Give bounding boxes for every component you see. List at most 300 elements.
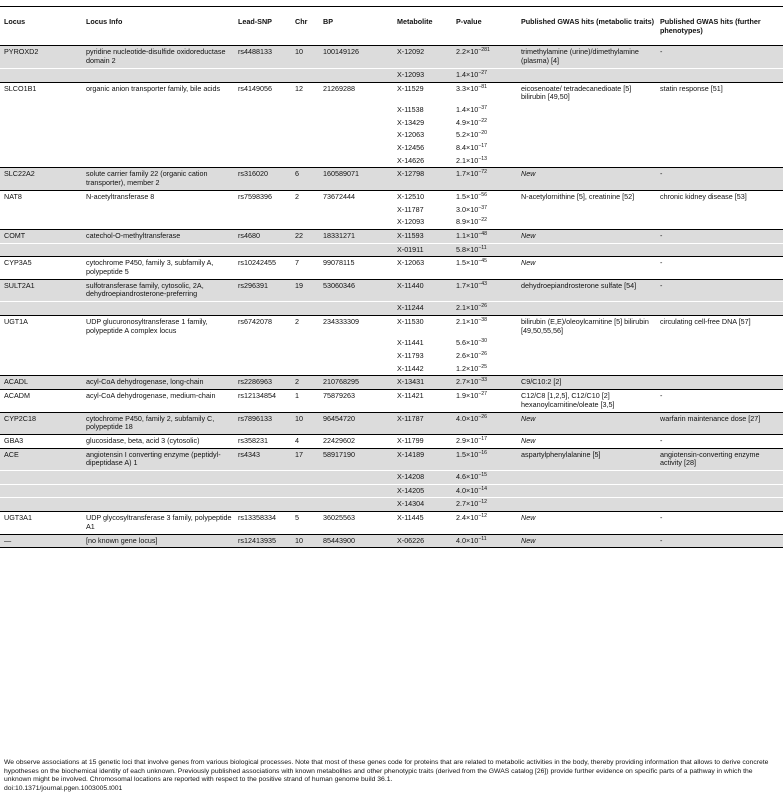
p-times: ×10 (466, 350, 479, 360)
lead-snp-cell: rs6742078 (238, 316, 272, 326)
p-exponent: −72 (478, 169, 488, 176)
bp-cell: 85443900 (319, 534, 393, 548)
metabolite-cell: X-11799 (393, 434, 452, 448)
empty-cell (291, 337, 319, 350)
bp-cell: 100149126 (319, 46, 393, 68)
p-value-cell (452, 315, 517, 337)
empty-cell (517, 363, 656, 376)
table-row (0, 315, 783, 337)
p-value-cell (452, 142, 517, 155)
empty-cell (517, 350, 656, 363)
empty-cell (234, 129, 291, 142)
p-exponent: −43 (478, 280, 488, 287)
gwas-further-cell (656, 376, 783, 390)
gwas-further-cell: - (656, 46, 783, 68)
p-exponent: −26 (478, 413, 488, 420)
empty-cell (0, 68, 82, 82)
locus-cell: ACADL (0, 376, 82, 390)
p-exponent: −30 (478, 338, 488, 345)
p-exponent: −48 (478, 230, 488, 237)
empty-cell (656, 216, 783, 229)
table-footnote (4, 759, 779, 793)
p-mantissa: 2.1 (456, 303, 466, 313)
empty-cell (234, 216, 291, 229)
p-mantissa: 4.0 (456, 413, 466, 423)
p-times: ×10 (466, 435, 479, 445)
empty-cell (517, 302, 656, 316)
locus-info-cell: UDP glucuronosyltransferase 1 family, polypeptide A complex locus (86, 316, 208, 335)
p-mantissa: 4.6 (456, 472, 466, 482)
locus-info-cell: solute carrier family 22 (organic cation transporter), member 2 (82, 168, 234, 190)
bp-cell: 75879263 (319, 390, 393, 412)
locus-cell: ACADM (0, 390, 82, 412)
table-row (0, 484, 783, 498)
empty-cell (0, 337, 82, 350)
empty-cell (0, 142, 82, 155)
p-mantissa: 5.8 (456, 244, 466, 254)
empty-cell (656, 498, 783, 512)
empty-cell (656, 302, 783, 316)
footnote-doi: doi:10.1371/journal.pgen.1003005.t001 (4, 784, 123, 792)
p-value-cell (452, 471, 517, 485)
empty-cell (291, 155, 319, 168)
lead-snp-cell: rs2286963 (234, 376, 291, 390)
chr-cell: 17 (291, 448, 319, 470)
chr-cell: 6 (291, 168, 319, 190)
metabolite-cell: X-14189 (393, 448, 452, 470)
p-times: ×10 (466, 316, 479, 326)
empty-cell (82, 68, 234, 82)
gwas-metabolic-cell: C9/C10:2 [2] (517, 376, 656, 390)
p-times: ×10 (466, 449, 479, 459)
lead-snp-cell: rs13358334 (234, 512, 291, 534)
p-exponent: −37 (478, 204, 488, 211)
locus-info-cell: cytochrome P450, family 3, subfamily A, polypeptide 5 (82, 257, 234, 279)
table-row (0, 204, 783, 217)
empty-cell (291, 498, 319, 512)
empty-cell (234, 243, 291, 257)
empty-cell (82, 243, 234, 257)
empty-cell (0, 216, 82, 229)
p-value-cell (452, 168, 517, 190)
p-exponent: −11 (478, 244, 487, 251)
locus-cell: SLCO1B1 (4, 83, 37, 93)
empty-cell (656, 471, 783, 485)
chr-cell: 10 (291, 412, 319, 434)
bp-cell: 96454720 (319, 412, 393, 434)
empty-cell (656, 350, 783, 363)
p-exponent: −26 (478, 303, 488, 310)
gwas-further-cell: - (656, 434, 783, 448)
empty-cell (291, 216, 319, 229)
p-times: ×10 (466, 535, 479, 545)
metabolite-cell: X-11442 (393, 363, 452, 376)
empty-cell (234, 484, 291, 498)
empty-cell (291, 204, 319, 217)
gwas-metabolic-cell: New (517, 229, 656, 243)
p-mantissa: 1.5 (456, 191, 466, 201)
locus-cell: COMT (0, 229, 82, 243)
gwas-metabolic-cell: aspartylphenylalanine [5] (517, 448, 656, 470)
empty-cell (517, 498, 656, 512)
empty-cell (234, 363, 291, 376)
gwas-metabolic-cell: New (517, 434, 656, 448)
empty-cell (82, 117, 234, 130)
p-value-cell (452, 350, 517, 363)
metabolite-cell: X-12093 (393, 68, 452, 82)
empty-cell (319, 302, 393, 316)
p-exponent: −14 (478, 485, 488, 492)
header-gwas-further: Published GWAS hits (further phenotypes) (656, 10, 783, 46)
p-value-cell (452, 190, 517, 203)
gwas-metabolic-cell: New (517, 534, 656, 548)
gwas-metabolic-cell: N-acetylornithine [5], creatinine [52] (521, 191, 635, 201)
empty-cell (234, 302, 291, 316)
chr-cell: 22 (291, 229, 319, 243)
empty-cell (0, 243, 82, 257)
p-exponent: −33 (478, 377, 488, 384)
chr-cell: 7 (291, 257, 319, 279)
p-times: ×10 (466, 47, 479, 57)
p-times: ×10 (466, 117, 479, 127)
metabolite-cell: X-11787 (397, 204, 424, 214)
table-row (0, 350, 783, 363)
p-mantissa: 5.6 (456, 338, 466, 348)
p-exponent: −15 (478, 472, 488, 479)
p-times: ×10 (466, 204, 479, 214)
empty-cell (319, 155, 393, 168)
gwas-further-cell: - (656, 257, 783, 279)
p-value-cell (452, 155, 517, 168)
metabolite-cell: X-11538 (397, 104, 424, 114)
gwas-metabolic-cell: New (517, 168, 656, 190)
gwas-metabolic-cell: New (517, 512, 656, 534)
p-exponent: −12 (478, 513, 488, 520)
gwas-further-cell: warfarin maintenance dose [27] (656, 412, 783, 434)
empty-cell (656, 129, 783, 142)
empty-cell (656, 104, 783, 117)
p-exponent: −17 (478, 143, 488, 150)
table-row (0, 302, 783, 316)
p-value-cell (452, 512, 517, 534)
empty-cell (517, 155, 656, 168)
metabolite-cell: X-06226 (393, 534, 452, 548)
metabolite-cell: X-12063 (393, 257, 452, 279)
chr-cell: 12 (295, 83, 303, 93)
bp-cell: 160589071 (319, 168, 393, 190)
locus-info-cell: angiotensin I converting enzyme (peptidyl-dipeptidase A) 1 (82, 448, 234, 470)
p-exponent: −27 (478, 69, 488, 76)
bp-cell: 234333309 (323, 316, 359, 326)
metabolite-cell: X-12798 (393, 168, 452, 190)
p-times: ×10 (466, 130, 479, 140)
bp-cell: 210768295 (319, 376, 393, 390)
lead-snp-cell: rs316020 (234, 168, 291, 190)
metabolite-cell: X-14626 (393, 155, 452, 168)
metabolite-cell: X-11421 (393, 390, 452, 412)
table-row (0, 117, 783, 130)
empty-cell (234, 204, 291, 217)
lead-snp-cell: rs4488133 (234, 46, 291, 68)
empty-cell (656, 484, 783, 498)
p-exponent: −45 (478, 258, 488, 265)
p-mantissa: 1.2 (456, 363, 466, 373)
table-row (0, 376, 783, 390)
bp-cell: 73672444 (323, 191, 355, 201)
gwas-metabolic-cell: New (517, 412, 656, 434)
p-times: ×10 (466, 338, 479, 348)
empty-cell (291, 302, 319, 316)
p-exponent: −81 (478, 83, 488, 90)
bp-cell: 22429602 (319, 434, 393, 448)
chr-cell: 5 (291, 512, 319, 534)
metabolite-cell: X-13429 (397, 117, 425, 127)
empty-cell (82, 216, 234, 229)
p-value-cell (452, 498, 517, 512)
p-value-cell (452, 82, 517, 104)
empty-cell (0, 117, 82, 130)
top-rule (0, 6, 783, 7)
empty-cell (656, 68, 783, 82)
p-value-cell (452, 434, 517, 448)
p-times: ×10 (466, 391, 479, 401)
empty-cell (0, 129, 82, 142)
empty-cell (319, 68, 393, 82)
empty-cell (517, 243, 656, 257)
gwas-metabolic-cell: bilirubin (E,E)/oleoylcarnitine [5] bilirubin [49,50,55,56] (521, 316, 649, 335)
p-times: ×10 (466, 155, 479, 165)
metabolite-cell: X-13431 (393, 376, 452, 390)
header-bp: BP (319, 10, 393, 46)
header-metabolite: Metabolite (393, 10, 452, 46)
p-exponent: −12 (478, 499, 488, 506)
locus-info-cell: catechol-O-methyltransferase (82, 229, 234, 243)
header-p-value: P-value (452, 10, 517, 46)
bp-cell: 18331271 (319, 229, 393, 243)
metabolite-cell: X-14205 (393, 484, 452, 498)
empty-cell (656, 204, 783, 217)
table-row (0, 512, 783, 534)
p-exponent: −17 (478, 435, 488, 442)
empty-cell (234, 337, 291, 350)
table-row (0, 534, 783, 548)
gwas-further-cell: - (656, 229, 783, 243)
p-mantissa: 2.2 (456, 47, 466, 57)
empty-cell (0, 302, 82, 316)
p-mantissa: 2.6 (456, 350, 466, 360)
p-mantissa: 3.0 (456, 204, 466, 214)
empty-cell (517, 471, 656, 485)
table-row (0, 498, 783, 512)
metabolite-cell: X-01911 (393, 243, 452, 257)
locus-info-cell: organic anion transporter family, bile acids (86, 83, 221, 93)
p-value-cell (452, 68, 517, 82)
bp-cell: 36025563 (319, 512, 393, 534)
p-mantissa: 1.5 (456, 258, 466, 268)
empty-cell (291, 471, 319, 485)
p-mantissa: 1.7 (456, 280, 466, 290)
lead-snp-cell: rs4343 (234, 448, 291, 470)
gwas-further-cell: angiotensin-converting enzyme activity [28] (656, 448, 783, 470)
p-times: ×10 (466, 143, 479, 153)
gwas-further-cell: - (656, 168, 783, 190)
p-exponent: −16 (478, 449, 488, 456)
empty-cell (82, 204, 234, 217)
p-mantissa: 2.1 (456, 155, 466, 165)
metabolite-cell: X-12063 (397, 130, 425, 140)
p-mantissa: 1.7 (456, 169, 466, 179)
p-times: ×10 (466, 413, 479, 423)
gwas-further-cell: - (656, 279, 783, 301)
empty-cell (82, 498, 234, 512)
locus-cell: NAT8 (4, 191, 22, 201)
chr-cell: 2 (295, 191, 299, 201)
table-row (0, 190, 783, 203)
p-mantissa: 1.4 (456, 69, 466, 79)
empty-cell (291, 117, 319, 130)
lead-snp-cell: rs12413935 (234, 534, 291, 548)
lead-snp-cell: rs4680 (234, 229, 291, 243)
empty-cell (234, 68, 291, 82)
locus-info-cell: acyl-CoA dehydrogenase, long-chain (82, 376, 234, 390)
header-gwas-metabolic: Published GWAS hits (metabolic traits) (517, 10, 656, 46)
empty-cell (517, 68, 656, 82)
empty-cell (234, 471, 291, 485)
empty-cell (319, 129, 393, 142)
table-row (0, 216, 783, 229)
bp-cell: 99078115 (319, 257, 393, 279)
gwas-metabolic-cell: eicosenoate/ tetradecanedioate [5] bilirubin [49,50] (521, 83, 632, 102)
empty-cell (0, 471, 82, 485)
empty-cell (82, 104, 234, 117)
metabolite-cell: X-11441 (397, 338, 424, 348)
p-mantissa: 2.9 (456, 435, 466, 445)
p-mantissa: 2.7 (456, 377, 466, 387)
table-row (0, 337, 783, 350)
table-row (0, 363, 783, 376)
empty-cell (517, 117, 656, 130)
empty-cell (234, 498, 291, 512)
gwas-metabolic-cell: C12/C8 [1,2,5], C12/C10 [2] hexanoylcarnitine/oleate [3,5] (517, 390, 656, 412)
header-locus-info: Locus Info (82, 10, 234, 46)
p-exponent: −20 (478, 130, 488, 137)
p-mantissa: 8.9 (456, 217, 466, 227)
locus-info-cell: glucosidase, beta, acid 3 (cytosolic) (82, 434, 234, 448)
p-times: ×10 (466, 104, 479, 114)
header-chr: Chr (291, 10, 319, 46)
empty-cell (82, 142, 234, 155)
table-row (0, 412, 783, 434)
empty-cell (291, 68, 319, 82)
lead-snp-cell: rs7598396 (238, 191, 272, 201)
p-value-cell (452, 412, 517, 434)
empty-cell (319, 471, 393, 485)
gwas-further-cell: chronic kidney disease [53] (660, 191, 747, 201)
metabolite-cell: X-12456 (397, 143, 425, 153)
empty-cell (0, 484, 82, 498)
p-times: ×10 (466, 169, 479, 179)
p-times: ×10 (466, 217, 479, 227)
p-mantissa: 1.9 (456, 391, 466, 401)
p-value-cell (452, 243, 517, 257)
p-mantissa: 4.0 (456, 535, 466, 545)
table-row (0, 390, 783, 412)
table-row (0, 155, 783, 168)
chr-cell: 2 (291, 376, 319, 390)
p-value-cell (452, 376, 517, 390)
p-exponent: −27 (478, 391, 488, 398)
p-times: ×10 (466, 363, 479, 373)
p-value-cell (452, 363, 517, 376)
locus-cell: CYP3A5 (0, 257, 82, 279)
gwas-further-cell: statin response [51] (660, 83, 723, 93)
empty-cell (319, 337, 393, 350)
empty-cell (517, 142, 656, 155)
p-times: ×10 (466, 83, 479, 93)
empty-cell (656, 155, 783, 168)
empty-cell (234, 142, 291, 155)
p-exponent: −56 (478, 191, 488, 198)
gwas-metabolic-cell: dehydroepiandrosterone sulfate [54] (517, 279, 656, 301)
p-times: ×10 (466, 472, 479, 482)
locus-info-cell: UDP glycosyltransferase 3 family, polypeptide A1 (82, 512, 234, 534)
p-value-cell (452, 117, 517, 130)
empty-cell (0, 104, 82, 117)
empty-cell (517, 216, 656, 229)
empty-cell (656, 117, 783, 130)
p-exponent: −26 (478, 350, 488, 357)
locus-info-cell: N-acetyltransferase 8 (86, 191, 155, 201)
locus-cell: UGT3A1 (0, 512, 82, 534)
table-row (0, 471, 783, 485)
empty-cell (82, 484, 234, 498)
p-exponent: −13 (478, 155, 488, 162)
chr-cell: 4 (291, 434, 319, 448)
metabolite-cell: X-11787 (393, 412, 452, 434)
p-value-cell (452, 257, 517, 279)
chr-cell: 2 (295, 316, 299, 326)
p-value-cell (452, 448, 517, 470)
empty-cell (291, 243, 319, 257)
p-times: ×10 (466, 377, 479, 387)
empty-cell (234, 350, 291, 363)
p-times: ×10 (466, 485, 479, 495)
metabolite-cell: X-11793 (397, 350, 424, 360)
header-lead-snp: Lead-SNP (234, 10, 291, 46)
p-times: ×10 (466, 280, 479, 290)
p-times: ×10 (466, 499, 479, 509)
empty-cell (82, 363, 234, 376)
empty-cell (82, 155, 234, 168)
chr-cell: 1 (291, 390, 319, 412)
p-times: ×10 (466, 69, 479, 79)
metabolite-cell: X-12510 (397, 191, 425, 201)
p-mantissa: 1.4 (456, 104, 466, 114)
empty-cell (517, 337, 656, 350)
empty-cell (656, 363, 783, 376)
p-mantissa: 8.4 (456, 143, 466, 153)
empty-cell (319, 350, 393, 363)
locus-cell: UGT1A (4, 316, 28, 326)
footnote-text: We observe associations at 15 genetic loci that involve genes from various biological processes. Note that most of these genes code for proteins that are related to metabolic activities in the body, thereby providing information that allows to derive concrete hypotheses on the biochemical identity of each unknown. Previously published associations with known metabolites and other phenotypic traits (derived from the GWAS catalog [26]) provide further evidence on specific parts of a pathway in which the unknown might be involved. Chromosomal locations are reported with respect to the positive strand of human genome build 36.1. (4, 759, 769, 784)
p-exponent: −25 (478, 363, 488, 370)
p-value-cell (452, 302, 517, 316)
locus-cell: PYROXD2 (0, 46, 82, 68)
locus-cell: GBA3 (0, 434, 82, 448)
locus-info-cell: cytochrome P450, family 2, subfamily C, polypeptide 18 (82, 412, 234, 434)
table-row (0, 46, 783, 68)
table-row (0, 434, 783, 448)
